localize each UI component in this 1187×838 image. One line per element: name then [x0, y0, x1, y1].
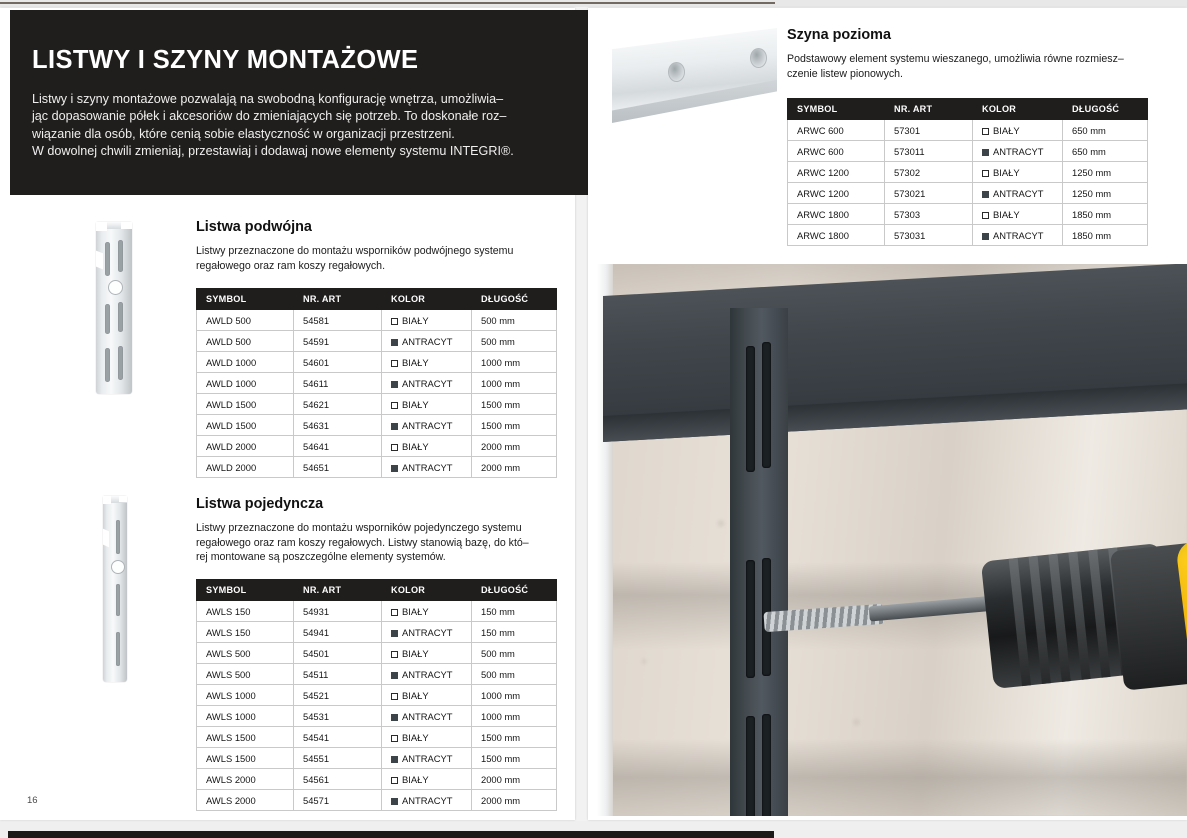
table-row	[197, 394, 557, 415]
color-label: BIAŁY	[402, 440, 429, 452]
table-row	[197, 685, 557, 706]
column-header-article: NR. ART	[294, 289, 382, 310]
color-swatch-white-icon	[391, 651, 398, 658]
cell-color	[382, 457, 472, 478]
cell-color	[382, 748, 472, 769]
color-label: ANTRACYT	[402, 461, 453, 473]
product-section-horizontal-rail	[787, 27, 1151, 81]
cell-article: 54541	[294, 727, 382, 748]
cell-length: 2000 mm	[472, 457, 557, 478]
table-row	[197, 436, 557, 457]
spec-table-single-rail-wrapper	[196, 579, 557, 811]
cell-article: 54941	[294, 622, 382, 643]
desc-line: rej montowane są poszczególne elementy systemów.	[196, 551, 446, 564]
table-row	[197, 373, 557, 394]
cell-symbol: AWLS 500	[197, 664, 294, 685]
cell-symbol: AWLS 150	[197, 622, 294, 643]
cell-symbol: AWLD 2000	[197, 457, 294, 478]
table-body-horizontal-rail	[788, 120, 1148, 246]
next-spread-sliver	[8, 831, 774, 838]
cell-length: 1000 mm	[472, 373, 557, 394]
table-header-row	[788, 99, 1148, 120]
product-description-horizontal-rail	[787, 52, 1151, 81]
color-swatch-anthracite-icon	[391, 672, 398, 679]
cell-length: 1850 mm	[1063, 225, 1148, 246]
cell-length: 1500 mm	[472, 727, 557, 748]
spread-top-edge	[0, 0, 1187, 7]
table-row	[197, 622, 557, 643]
horizontal-rail-illustration	[612, 28, 777, 124]
color-label: BIAŁY	[402, 314, 429, 326]
hero-line-1: Listwy i szyny montażowe pozwalają na swobodną konfigurację wnętrza, umożliwia–	[32, 92, 504, 106]
installation-photo	[597, 264, 1187, 816]
color-swatch-anthracite-icon	[391, 630, 398, 637]
cell-symbol: AWLD 1500	[197, 394, 294, 415]
cell-article: 54611	[294, 373, 382, 394]
cell-color	[382, 664, 472, 685]
table-row	[788, 183, 1148, 204]
cell-color	[382, 394, 472, 415]
table-row	[788, 120, 1148, 141]
cell-length: 1000 mm	[472, 352, 557, 373]
column-header-article: NR. ART	[294, 580, 382, 601]
cell-length: 500 mm	[472, 664, 557, 685]
cell-length: 1500 mm	[472, 748, 557, 769]
cell-length: 650 mm	[1063, 141, 1148, 162]
color-label: ANTRACYT	[402, 710, 453, 722]
cell-color	[382, 331, 472, 352]
table-row	[197, 790, 557, 811]
cell-color	[382, 622, 472, 643]
cell-color	[382, 790, 472, 811]
cell-article: 573031	[885, 225, 973, 246]
cell-article: 54621	[294, 394, 382, 415]
cell-length: 1250 mm	[1063, 183, 1148, 204]
spec-table-double-rail-wrapper	[196, 288, 557, 478]
table-row	[197, 664, 557, 685]
column-header-length: DŁUGOŚĆ	[472, 580, 557, 601]
cell-color	[382, 727, 472, 748]
cell-length: 500 mm	[472, 310, 557, 331]
cell-color	[973, 162, 1063, 183]
product-title-double-rail: Listwa podwójna	[196, 219, 312, 235]
desc-line: regałowego oraz ram koszy regałowych.	[196, 259, 386, 272]
color-label: ANTRACYT	[993, 187, 1044, 199]
column-header-color: KOLOR	[973, 99, 1063, 120]
color-swatch-white-icon	[391, 735, 398, 742]
cell-article: 54571	[294, 790, 382, 811]
spec-table-double-rail	[196, 288, 557, 478]
cell-color	[382, 706, 472, 727]
hero-banner	[10, 10, 588, 195]
cell-article: 54931	[294, 601, 382, 622]
cell-length: 150 mm	[472, 601, 557, 622]
column-header-symbol: SYMBOL	[788, 99, 885, 120]
table-row	[197, 601, 557, 622]
cell-symbol: AWLD 1000	[197, 373, 294, 394]
column-header-article: NR. ART	[885, 99, 973, 120]
color-swatch-white-icon	[391, 402, 398, 409]
spec-table-horizontal-rail	[787, 98, 1148, 246]
cell-length: 1500 mm	[472, 394, 557, 415]
table-row	[197, 643, 557, 664]
cell-symbol: AWLS 1000	[197, 685, 294, 706]
color-label: ANTRACYT	[402, 752, 453, 764]
color-swatch-white-icon	[391, 609, 398, 616]
cell-length: 1000 mm	[472, 706, 557, 727]
cell-color	[382, 685, 472, 706]
table-row	[197, 748, 557, 769]
cell-symbol: AWLS 1500	[197, 727, 294, 748]
cell-color	[382, 352, 472, 373]
desc-line: regałowego oraz ram koszy regałowych. Listwy stanowią bazę, do któ–	[196, 536, 529, 549]
cell-article: 54651	[294, 457, 382, 478]
cell-article: 54511	[294, 664, 382, 685]
cell-article: 57303	[885, 204, 973, 225]
column-header-symbol: SYMBOL	[197, 289, 294, 310]
cell-article: 54631	[294, 415, 382, 436]
color-label: BIAŁY	[402, 647, 429, 659]
cell-article: 54521	[294, 685, 382, 706]
table-header-row	[197, 580, 557, 601]
hero-line-3: wiązanie dla osób, które cenią sobie elastyczność w organizacji przestrzeni.	[32, 126, 455, 141]
table-body-double-rail	[197, 310, 557, 478]
color-swatch-white-icon	[982, 212, 989, 219]
color-label: ANTRACYT	[402, 668, 453, 680]
product-section-single-rail	[196, 496, 560, 565]
color-label: BIAŁY	[993, 124, 1020, 136]
color-swatch-anthracite-icon	[391, 465, 398, 472]
cell-length: 1850 mm	[1063, 204, 1148, 225]
color-label: BIAŁY	[402, 398, 429, 410]
color-label: ANTRACYT	[402, 794, 453, 806]
color-label: ANTRACYT	[402, 377, 453, 389]
cell-length: 1250 mm	[1063, 162, 1148, 183]
single-rail-illustration	[103, 496, 135, 682]
cell-symbol: AWLS 500	[197, 643, 294, 664]
column-header-symbol: SYMBOL	[197, 580, 294, 601]
color-swatch-anthracite-icon	[391, 756, 398, 763]
color-label: BIAŁY	[402, 356, 429, 368]
cell-symbol: AWLS 1000	[197, 706, 294, 727]
product-title-horizontal-rail: Szyna pozioma	[787, 27, 891, 43]
cell-article: 54531	[294, 706, 382, 727]
table-row	[788, 141, 1148, 162]
cell-color	[382, 436, 472, 457]
table-header-row	[197, 289, 557, 310]
color-label: BIAŁY	[402, 689, 429, 701]
color-swatch-anthracite-icon	[391, 423, 398, 430]
color-label: BIAŁY	[402, 773, 429, 785]
cell-length: 1000 mm	[472, 685, 557, 706]
cell-length: 1500 mm	[472, 415, 557, 436]
color-swatch-anthracite-icon	[982, 233, 989, 240]
table-row	[197, 706, 557, 727]
color-swatch-white-icon	[982, 170, 989, 177]
cell-color	[973, 204, 1063, 225]
table-row	[197, 769, 557, 790]
cell-symbol: ARWC 600	[788, 141, 885, 162]
color-swatch-anthracite-icon	[391, 339, 398, 346]
color-swatch-white-icon	[982, 128, 989, 135]
cell-length: 2000 mm	[472, 790, 557, 811]
column-header-color: KOLOR	[382, 289, 472, 310]
color-swatch-anthracite-icon	[982, 149, 989, 156]
cell-symbol: AWLS 2000	[197, 790, 294, 811]
cell-length: 500 mm	[472, 643, 557, 664]
table-row	[197, 457, 557, 478]
cell-color	[382, 310, 472, 331]
cell-article: 573021	[885, 183, 973, 204]
color-label: ANTRACYT	[402, 419, 453, 431]
cell-symbol: AWLS 150	[197, 601, 294, 622]
product-title-single-rail: Listwa pojedyncza	[196, 496, 324, 512]
color-swatch-white-icon	[391, 444, 398, 451]
table-row	[197, 310, 557, 331]
cell-symbol: AWLD 2000	[197, 436, 294, 457]
cell-article: 54601	[294, 352, 382, 373]
color-label: ANTRACYT	[402, 335, 453, 347]
color-label: ANTRACYT	[993, 145, 1044, 157]
cell-color	[382, 415, 472, 436]
hero-paragraph	[32, 91, 558, 161]
double-rail-illustration	[96, 222, 140, 394]
page-title: LISTWY I SZYNY MONTAŻOWE	[32, 46, 419, 74]
color-swatch-anthracite-icon	[391, 381, 398, 388]
cell-color	[382, 769, 472, 790]
page-number: 16	[27, 795, 38, 806]
cell-article: 54641	[294, 436, 382, 457]
column-header-color: KOLOR	[382, 580, 472, 601]
table-body-single-rail	[197, 601, 557, 811]
product-description-single-rail	[196, 521, 560, 565]
cell-article: 573011	[885, 141, 973, 162]
drill-clutch-collar	[1110, 541, 1187, 690]
color-label: BIAŁY	[402, 605, 429, 617]
cell-symbol: AWLD 500	[197, 331, 294, 352]
color-swatch-white-icon	[391, 693, 398, 700]
hero-line-4: W dowolnej chwili zmieniaj, przestawiaj i dodawaj nowe elementy systemu INTEGRI®.	[32, 144, 514, 159]
spec-table-horizontal-rail-wrapper	[787, 98, 1148, 246]
cell-symbol: AWLD 500	[197, 310, 294, 331]
cell-symbol: ARWC 600	[788, 120, 885, 141]
cell-symbol: ARWC 1200	[788, 162, 885, 183]
cell-color	[382, 643, 472, 664]
color-swatch-white-icon	[391, 318, 398, 325]
cell-color	[382, 601, 472, 622]
desc-line: Listwy przeznaczone do montażu wsporników pojedynczego systemu	[196, 522, 522, 534]
cell-color	[973, 120, 1063, 141]
product-description-double-rail	[196, 244, 560, 273]
color-label: ANTRACYT	[402, 626, 453, 638]
table-row	[197, 727, 557, 748]
table-row	[197, 352, 557, 373]
table-row	[788, 162, 1148, 183]
cell-color	[973, 141, 1063, 162]
cell-color	[973, 183, 1063, 204]
color-label: BIAŁY	[993, 208, 1020, 220]
cell-symbol: AWLD 1000	[197, 352, 294, 373]
cell-length: 2000 mm	[472, 436, 557, 457]
desc-line: czenie listew pionowych.	[787, 67, 903, 80]
product-section-double-rail	[196, 219, 560, 273]
desc-line: Podstawowy element systemu wieszanego, umożliwia równe rozmiesz–	[787, 53, 1124, 65]
hero-line-2: jąc dopasowanie półek i akcesoriów do zmieniających się potrzeb. To doskonałe roz–	[32, 109, 507, 124]
table-row	[788, 225, 1148, 246]
cell-article: 54551	[294, 748, 382, 769]
cell-article: 57302	[885, 162, 973, 183]
cell-article: 54501	[294, 643, 382, 664]
column-header-length: DŁUGOŚĆ	[472, 289, 557, 310]
cell-length: 500 mm	[472, 331, 557, 352]
cell-length: 150 mm	[472, 622, 557, 643]
table-row	[197, 415, 557, 436]
cell-symbol: ARWC 1200	[788, 183, 885, 204]
table-row	[788, 204, 1148, 225]
cell-color	[382, 373, 472, 394]
cell-symbol: ARWC 1800	[788, 204, 885, 225]
color-swatch-anthracite-icon	[391, 798, 398, 805]
cell-article: 54591	[294, 331, 382, 352]
vertical-rail-photo	[730, 308, 788, 816]
cell-length: 2000 mm	[472, 769, 557, 790]
cell-symbol: ARWC 1800	[788, 225, 885, 246]
table-row	[197, 331, 557, 352]
color-label: BIAŁY	[402, 731, 429, 743]
color-swatch-white-icon	[391, 777, 398, 784]
cell-symbol: AWLS 1500	[197, 748, 294, 769]
cell-symbol: AWLS 2000	[197, 769, 294, 790]
color-swatch-white-icon	[391, 360, 398, 367]
cell-length: 650 mm	[1063, 120, 1148, 141]
cell-article: 54561	[294, 769, 382, 790]
color-label: BIAŁY	[993, 166, 1020, 178]
column-header-length: DŁUGOŚĆ	[1063, 99, 1148, 120]
cell-article: 54581	[294, 310, 382, 331]
cell-article: 57301	[885, 120, 973, 141]
cell-symbol: AWLD 1500	[197, 415, 294, 436]
desc-line: Listwy przeznaczone do montażu wsporników podwójnego systemu	[196, 245, 514, 257]
color-swatch-anthracite-icon	[391, 714, 398, 721]
color-label: ANTRACYT	[993, 229, 1044, 241]
spec-table-single-rail	[196, 579, 557, 811]
color-swatch-anthracite-icon	[982, 191, 989, 198]
cell-color	[973, 225, 1063, 246]
